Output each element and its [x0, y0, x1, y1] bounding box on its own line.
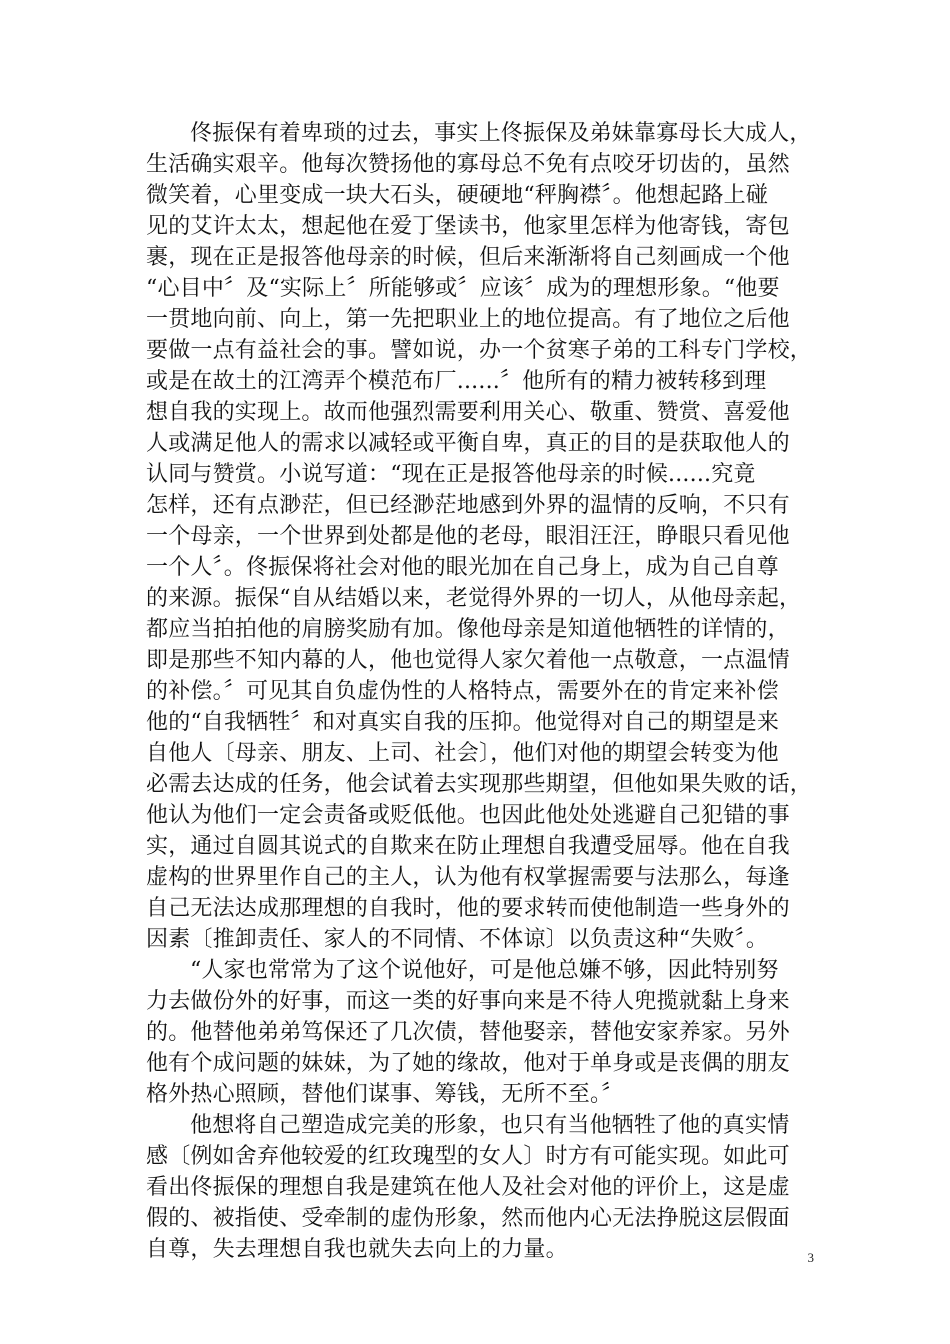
text-line: 的。他替他弟弟笃保还了几次债，替他娶亲，替他安家养家。另外	[146, 1020, 790, 1045]
text-line: 一个人〞。佟振保将社会对他的眼光加在自己身上，成为自己自尊	[146, 555, 779, 580]
text-line: 见的艾许太太，想起他在爱丁堡读书，他家里怎样为他寄钱，寄包	[146, 214, 790, 239]
paragraph-1	[146, 118, 814, 955]
text-line: 自己无法达成那理想的自我时，他的要求转而使他制造一些身外的	[146, 896, 790, 921]
text-line: 因素〔推卸责任、家人的不同情、不体谅〕以负责这种“失败〞。	[146, 927, 769, 952]
text-line: 的来源。振保“自从结婚以来，老觉得外界的一切人，从他母亲起，	[146, 586, 802, 611]
text-line: 必需去达成的任务，他会试着去实现那些期望，但他如果失败的话，	[146, 772, 813, 797]
text-line: 要做一点有益社会的事。譬如说，办一个贫寒子弟的工科专门学校，	[146, 338, 813, 363]
text-line: 假的、被指使、受牵制的虚伪形象，然而他内心无法挣脱这层假面	[146, 1206, 790, 1231]
text-line: 即是那些不知内幕的人，他也觉得人家欠着他一点敬意，一点温情	[146, 648, 790, 673]
text-line: 一贯地向前、向上，第一先把职业上的地位提高。有了地位之后他	[146, 307, 790, 332]
text-line: 的补偿。〞可见其自负虚伪性的人格特点，需要外在的肯定来补偿	[146, 679, 779, 704]
text-line: 虚构的世界里作自己的主人，认为他有权掌握需要与法那么，每逢	[146, 865, 790, 890]
text-line: 他认为他们一定会责备或贬低他。也因此他处处逃避自己犯错的事	[146, 803, 790, 828]
text-line: 力去做份外的好事，而这一类的好事向来是不待人兜揽就黏上身来	[146, 989, 790, 1014]
text-line: 认同与赞赏。小说写道：“现在正是报答他母亲的时候......究竟	[146, 462, 756, 487]
text-line: 或是在故土的江湾弄个模范布厂......〞他所有的精力被转移到理	[146, 369, 767, 394]
text-line: 实，通过自圆其说式的自欺来在防止理想自我遭受屈辱。他在自我	[146, 834, 790, 859]
text-line: 微笑着，心里变成一块大石头，硬硬地“秤胸襟〞。他想起路上碰	[146, 183, 769, 208]
text-line: 怎样，还有点渺茫，但已经渺茫地感到外界的温情的反响，不只有	[146, 493, 790, 518]
text-line: 他想将自己塑造成完美的形象，也只有当他牺牲了他的真实情	[190, 1113, 790, 1138]
text-line: 佟振保有着卑琐的过去，事实上佟振保及弟妹靠寡母长大成人，	[190, 121, 812, 146]
text-line: 都应当拍拍他的肩膀奖励有加。像他母亲是知道他牺牲的详情的，	[146, 617, 790, 642]
text-line: 想自我的实现上。故而他强烈需要利用关心、敬重、赞赏、喜爱他	[146, 400, 790, 425]
paragraph-3	[146, 1110, 814, 1265]
text-line: 他有个成问题的妹妹，为了她的缘故，他对于单身或是丧偶的朋友	[146, 1051, 790, 1076]
text-line: “心目中〞及“实际上〞所能够或〞应该〞成为的理想形象。“他要	[146, 276, 780, 301]
text-line: “人家也常常为了这个说他好，可是他总嫌不够，因此特别努	[190, 958, 779, 983]
text-line: 感〔例如舍弃他较爱的红玫瑰型的女人〕时方有可能实现。如此可	[146, 1144, 790, 1169]
text-line: 一个母亲，一个世界到处都是他的老母，眼泪汪汪，睁眼只看见他	[146, 524, 790, 549]
text-line: 人或满足他人的需求以减轻或平衡自卑，真正的目的是获取他人的	[146, 431, 790, 456]
text-line: 自尊，失去理想自我也就失去向上的力量。	[146, 1237, 568, 1262]
body-text	[146, 118, 814, 1265]
text-line: 他的“自我牺牲〞和对真实自我的压抑。他觉得对自己的期望是来	[146, 710, 780, 735]
text-line: 自他人〔母亲、朋友、上司、社会〕，他们对他的期望会转变为他	[146, 741, 779, 766]
text-line: 生活确实艰辛。他每次赞扬他的寡母总不免有点咬牙切齿的，虽然	[146, 152, 790, 177]
text-line: 裹，现在正是报答他母亲的时候，但后来渐渐将自己刻画成一个他	[146, 245, 790, 270]
page-number: 3	[807, 1250, 814, 1265]
paragraph-2	[146, 955, 814, 1110]
text-line: 看出佟振保的理想自我是建筑在他人及社会对他的评价上，这是虚	[146, 1175, 790, 1200]
text-line: 格外热心照顾，替他们谋事、筹钱，无所不至。〞	[146, 1082, 624, 1107]
